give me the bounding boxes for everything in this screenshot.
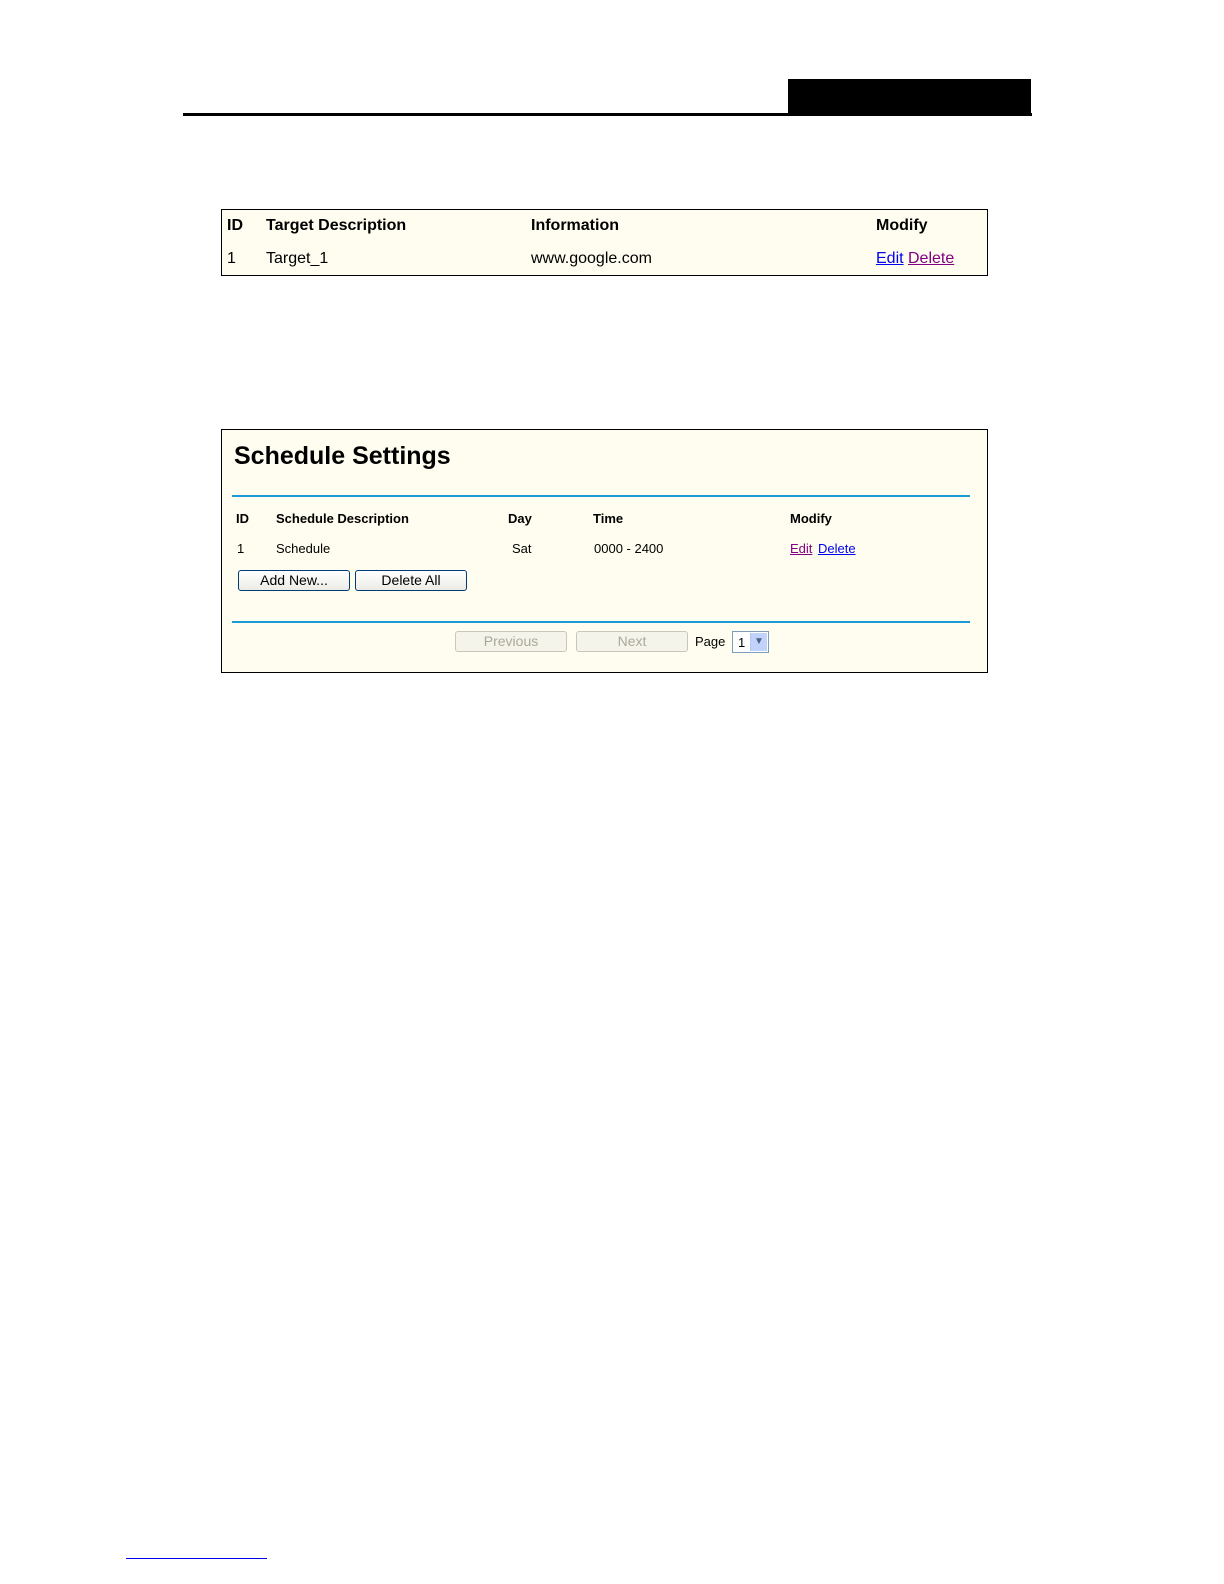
col-header-day: Day [508, 511, 532, 526]
page-title: Schedule Settings [234, 442, 451, 470]
schedule-row-id: 1 [237, 541, 245, 556]
col-header-time: Time [593, 511, 624, 526]
chevron-down-icon[interactable]: ▼ [750, 633, 767, 651]
col-header-target-description: Target Description [266, 217, 407, 234]
target-row-description: Target_1 [266, 250, 329, 267]
col-header-schedule-description: Schedule Description [276, 511, 409, 526]
target-row-id: 1 [227, 250, 236, 267]
schedule-row-time: 0000 - 2400 [594, 541, 664, 556]
page-select-value: 1 [738, 635, 746, 650]
previous-button[interactable]: Previous [455, 631, 567, 652]
page-select[interactable] [732, 631, 769, 653]
schedule-edit-link[interactable]: Edit [790, 541, 813, 556]
schedule-row-day: Sat [512, 541, 532, 556]
schedule-settings-panel [221, 429, 988, 673]
next-button[interactable]: Next [576, 631, 688, 652]
col-header-modify: Modify [876, 217, 928, 234]
target-row-information: www.google.com [531, 250, 652, 267]
schedule-row-description: Schedule [276, 541, 331, 556]
page-label: Page [695, 634, 726, 649]
header-block [788, 79, 1031, 116]
target-delete-link[interactable]: Delete [908, 250, 955, 267]
schedule-delete-link[interactable]: Delete [818, 541, 856, 556]
target-table [221, 209, 988, 276]
col-header-id: ID [227, 217, 243, 234]
col-header-id: ID [236, 511, 249, 526]
add-new-button[interactable]: Add New... [238, 570, 350, 591]
delete-all-button[interactable]: Delete All [355, 570, 467, 591]
footer-link[interactable] [126, 1558, 267, 1559]
top-divider [232, 495, 970, 497]
bottom-divider [232, 621, 970, 623]
col-header-information: Information [531, 217, 619, 234]
target-edit-link[interactable]: Edit [876, 250, 904, 267]
col-header-modify: Modify [790, 511, 832, 526]
